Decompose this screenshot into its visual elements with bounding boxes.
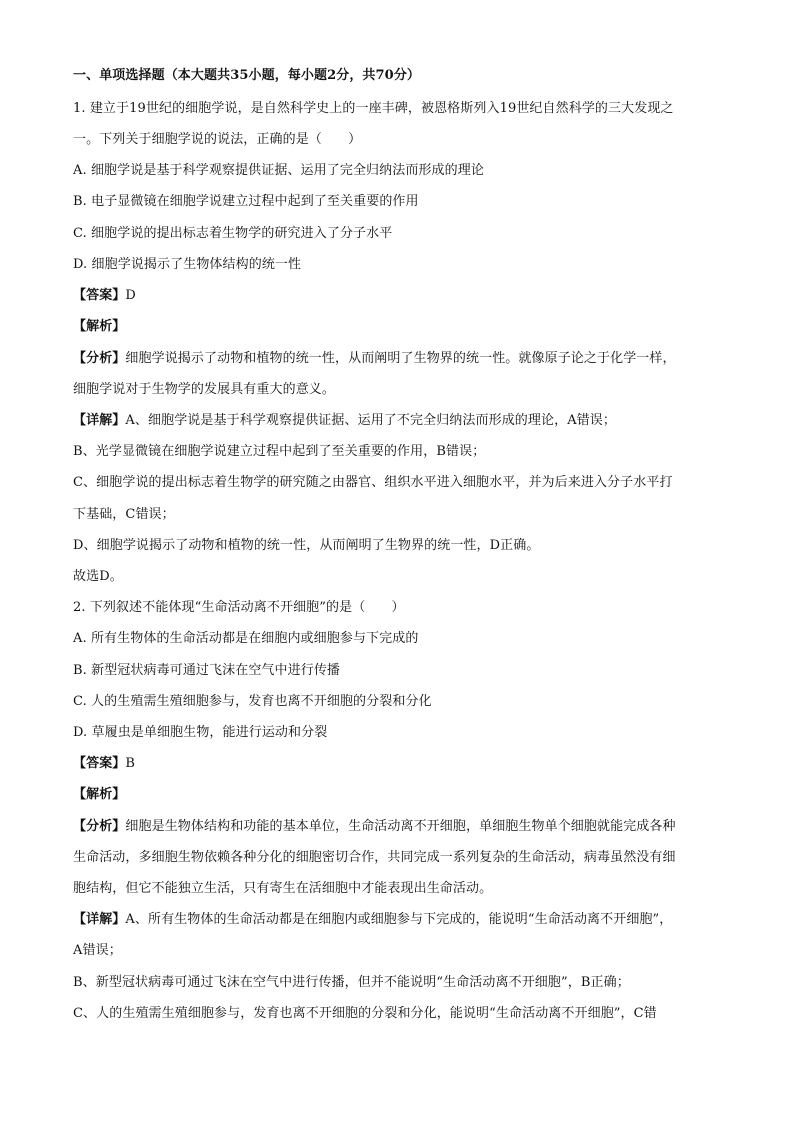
q1-xiangjie-line5: D、细胞学说揭示了动物和植物的统一性，从而阐明了生物界的统一性，D正确。 [73, 538, 540, 553]
q1-xiangjie-line4: 下基础，C错误； [73, 507, 175, 522]
q2-answer-line [73, 755, 733, 773]
q1-answer-tag: 【答案】 [73, 288, 126, 303]
q2-stem: 2. 下列叙述不能体现“生命活动离不开细胞”的是（ ） [73, 600, 405, 615]
q1-stem-line2: 一。下列关于细胞学说的说法，正确的是（ ） [73, 132, 362, 147]
q2-fenxi-text1: 细胞是生物体结构和功能的基本单位，生命活动离不开细胞，单细胞生物单个细胞就能完成各种 [125, 819, 676, 834]
q1-answer-value: D [125, 288, 136, 303]
q1-conclusion: 故选D。 [73, 569, 123, 584]
q1-option-d: D. 细胞学说揭示了生物体结构的统一性 [73, 257, 302, 272]
q1-analysis-heading: 【解析】 [73, 319, 126, 334]
q2-xiangjie-tag: 【详解】 [73, 912, 126, 927]
q2-xiangjie-line1 [73, 911, 733, 929]
q2-fenxi-line1 [73, 818, 733, 836]
q2-fenxi-tag: 【分析】 [73, 819, 126, 834]
q2-option-b: B. 新型冠状病毒可通过飞沫在空气中进行传播 [73, 663, 341, 678]
q1-fenxi-tag: 【分析】 [73, 351, 126, 366]
q1-option-c: C. 细胞学说的提出标志着生物学的研究进入了分子水平 [73, 226, 393, 241]
q2-option-d: D. 草履虫是单细胞生物，能进行运动和分裂 [73, 725, 328, 740]
q1-xiangjie-line1 [73, 412, 733, 430]
q2-option-a: A. 所有生物体的生命活动都是在细胞内或细胞参与下完成的 [73, 631, 419, 646]
q1-option-a: A. 细胞学说是基于科学观察提供证据、运用了完全归纳法而形成的理论 [73, 163, 484, 178]
q2-xiangjie-text1: A、所有生物体的生命活动都是在细胞内或细胞参与下完成的，能说明“生命活动离不开细胞”， [125, 912, 673, 927]
section-title: 一、单项选择题（本大题共35小题，每小题2分，共70分） [73, 68, 421, 83]
q2-answer-tag: 【答案】 [73, 756, 126, 771]
q2-answer-value: B [125, 756, 136, 771]
q2-xiangjie-line4: C、人的生殖需生殖细胞参与，发育也离不开细胞的分裂和分化，能说明“生命活动离不开细胞”，C错 [73, 1006, 657, 1021]
q1-xiangjie-text1: A、细胞学说是基于科学观察提供证据、运用了不完全归纳法而形成的理论，A错误； [125, 413, 616, 428]
q1-answer-line [73, 287, 733, 305]
q1-xiangjie-line3: C、细胞学说的提出标志着生物学的研究随之由器官、组织水平进入细胞水平，并为后来进入分子水平打 [73, 475, 673, 490]
q2-analysis-heading: 【解析】 [73, 787, 126, 802]
q1-option-b: B. 电子显微镜在细胞学说建立过程中起到了至关重要的作用 [73, 194, 419, 209]
q1-xiangjie-tag: 【详解】 [73, 413, 126, 428]
q1-stem-line1: 1. 建立于19世纪的细胞学说，是自然科学史上的一座丰碑，被恩格斯列入19世纪自然科学的三大发现之 [73, 101, 674, 116]
q2-xiangjie-line3: B、新型冠状病毒可通过飞沫在空气中进行传播，但并不能说明“生命活动离不开细胞”，B正确； [73, 975, 630, 990]
q2-option-c: C. 人的生殖需生殖细胞参与，发育也离不开细胞的分裂和分化 [73, 694, 432, 709]
q1-fenxi-line1 [73, 350, 733, 368]
q2-xiangjie-line2: A错误； [73, 943, 122, 958]
q1-xiangjie-line2: B、光学显微镜在细胞学说建立过程中起到了至关重要的作用，B错误； [73, 444, 486, 459]
q1-fenxi-line2: 细胞学说对于生物学的发展具有重大的意义。 [73, 382, 336, 397]
q2-fenxi-line3: 胞结构，但它不能独立生活，只有寄生在活细胞中才能表现出生命活动。 [73, 881, 493, 896]
q1-fenxi-text1: 细胞学说揭示了动物和植物的统一性，从而阐明了生物界的统一性。就像原子论之于化学一样， [125, 351, 676, 366]
q2-fenxi-line2: 生命活动，多细胞生物依赖各种分化的细胞密切合作，共同完成一系列复杂的生命活动，病毒虽然没有细 [73, 850, 676, 865]
